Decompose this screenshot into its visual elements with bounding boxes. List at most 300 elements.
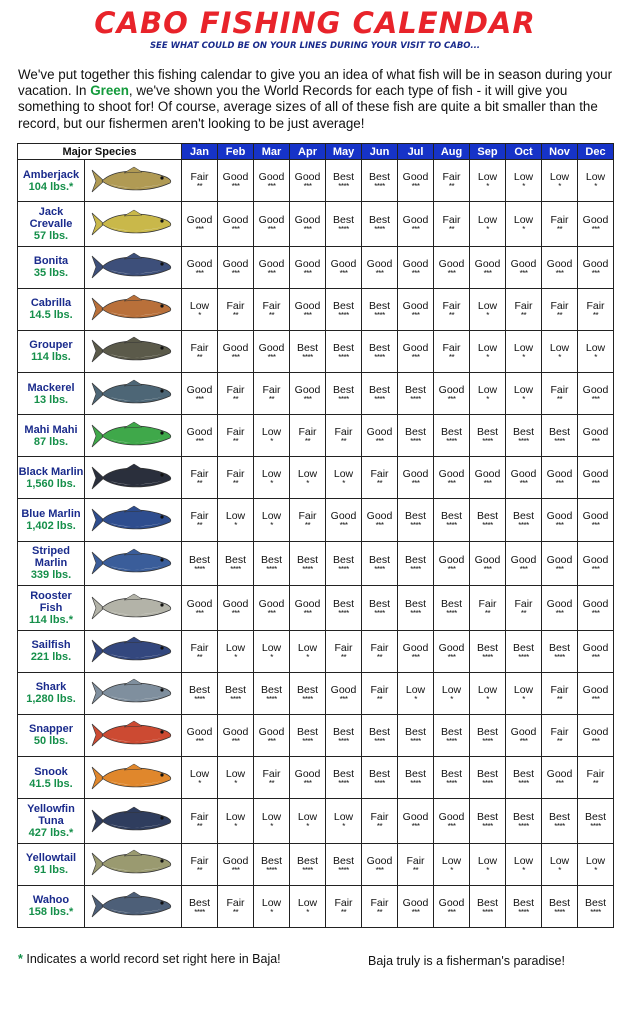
rating-label: Best bbox=[477, 725, 499, 738]
rating-cell bbox=[398, 714, 434, 756]
rating-stars: **** bbox=[302, 352, 313, 362]
rating-cell bbox=[362, 630, 398, 672]
rating-label: Low bbox=[477, 214, 498, 227]
rating-label: Low bbox=[225, 768, 246, 781]
rating-cell bbox=[290, 630, 326, 672]
rating-stars: * bbox=[234, 652, 237, 662]
rating-label: Good bbox=[186, 598, 213, 611]
rating-label: Low bbox=[297, 896, 318, 909]
rating-cell bbox=[578, 672, 614, 714]
rating-label: Best bbox=[549, 426, 571, 439]
rating-cell bbox=[398, 160, 434, 202]
rating-cell bbox=[470, 499, 506, 541]
rating-stars: *** bbox=[303, 182, 312, 192]
rating-cell bbox=[506, 415, 542, 457]
rating-cell bbox=[290, 499, 326, 541]
yellowfin-tuna-fish-icon bbox=[88, 804, 178, 838]
rating-label: Low bbox=[513, 854, 534, 867]
rating-cell bbox=[470, 415, 506, 457]
rating-label: Best bbox=[297, 854, 319, 867]
rating-label: Fair bbox=[370, 811, 389, 824]
rating-stars: **** bbox=[446, 437, 457, 447]
rating-stars: * bbox=[270, 652, 273, 662]
page-subtitle: SEE WHAT COULD BE ON YOUR LINES DURING YOUR VISIT TO CABO... bbox=[149, 41, 481, 51]
rating-cell bbox=[218, 672, 254, 714]
rating-label: Good bbox=[402, 811, 429, 824]
rating-label: Fair bbox=[190, 171, 209, 184]
rating-cell bbox=[434, 586, 470, 631]
rating-cell bbox=[290, 714, 326, 756]
rating-label: Fair bbox=[262, 768, 281, 781]
rating-label: Fair bbox=[442, 299, 461, 312]
rating-stars: **** bbox=[338, 225, 349, 235]
rating-label: Best bbox=[333, 214, 355, 227]
rating-stars: *** bbox=[555, 779, 564, 789]
rating-label: Fair bbox=[442, 171, 461, 184]
rating-cell bbox=[470, 799, 506, 844]
world-record: 91 lbs. bbox=[33, 864, 69, 877]
wahoo-fish-icon bbox=[88, 889, 178, 923]
rating-cell bbox=[362, 415, 398, 457]
rating-stars: *** bbox=[303, 609, 312, 619]
rating-cell bbox=[506, 202, 542, 247]
rating-cell bbox=[578, 630, 614, 672]
rating-cell bbox=[434, 288, 470, 330]
rating-stars: **** bbox=[338, 182, 349, 192]
rating-cell bbox=[290, 885, 326, 927]
fish-picture-cell bbox=[85, 202, 182, 247]
rating-label: Fair bbox=[370, 641, 389, 654]
rating-stars: **** bbox=[338, 352, 349, 362]
table-row bbox=[18, 541, 614, 586]
rating-label: Good bbox=[402, 257, 429, 270]
rating-cell bbox=[326, 630, 362, 672]
rating-stars: *** bbox=[195, 395, 204, 405]
rating-stars: *** bbox=[195, 437, 204, 447]
rating-cell bbox=[290, 330, 326, 372]
rating-label: Good bbox=[546, 553, 573, 566]
rating-cell bbox=[254, 885, 290, 927]
rating-label: Good bbox=[294, 171, 321, 184]
rating-cell bbox=[470, 202, 506, 247]
rating-label: Fair bbox=[442, 214, 461, 227]
rating-label: Low bbox=[261, 468, 282, 481]
rating-cell bbox=[470, 586, 506, 631]
rating-stars: *** bbox=[411, 225, 420, 235]
rating-stars: **** bbox=[446, 736, 457, 746]
intro-green-word: Green bbox=[90, 83, 129, 99]
rating-stars: **** bbox=[410, 564, 421, 574]
rating-stars: *** bbox=[267, 268, 276, 278]
rating-label: Low bbox=[225, 641, 246, 654]
rating-stars: * bbox=[342, 822, 345, 832]
month-header: Nov bbox=[542, 144, 578, 160]
rating-stars: *** bbox=[339, 521, 348, 531]
species-name: Wahoo bbox=[32, 894, 70, 907]
rating-stars: * bbox=[486, 310, 489, 320]
rating-stars: *** bbox=[555, 564, 564, 574]
fish-picture-cell bbox=[85, 246, 182, 288]
rating-label: Fair bbox=[298, 510, 317, 523]
rating-label: Low bbox=[585, 341, 606, 354]
rating-cell bbox=[542, 843, 578, 885]
rating-label: Best bbox=[513, 811, 535, 824]
rating-cell bbox=[182, 630, 218, 672]
rating-stars: *** bbox=[519, 564, 528, 574]
rating-stars: *** bbox=[591, 479, 600, 489]
world-record: 427 lbs.* bbox=[28, 826, 74, 839]
rating-cell bbox=[542, 415, 578, 457]
rating-stars: *** bbox=[591, 564, 600, 574]
rating-stars: ** bbox=[232, 310, 239, 320]
species-name-cell bbox=[18, 457, 85, 499]
rating-cell bbox=[218, 246, 254, 288]
rating-stars: * bbox=[594, 182, 597, 192]
rating-stars: ** bbox=[304, 437, 311, 447]
rating-cell bbox=[470, 246, 506, 288]
rating-stars: * bbox=[486, 865, 489, 875]
rating-label: Best bbox=[189, 553, 211, 566]
rating-stars: *** bbox=[519, 479, 528, 489]
rating-stars: * bbox=[486, 182, 489, 192]
rating-stars: ** bbox=[376, 479, 383, 489]
rating-cell bbox=[218, 843, 254, 885]
rating-cell bbox=[326, 160, 362, 202]
rating-label: Good bbox=[294, 214, 321, 227]
fishing-calendar-table bbox=[17, 143, 614, 928]
rating-cell bbox=[254, 202, 290, 247]
rating-label: Best bbox=[405, 725, 427, 738]
intro-paragraph bbox=[18, 67, 618, 132]
rating-cell bbox=[542, 202, 578, 247]
rating-label: Good bbox=[438, 384, 465, 397]
rating-cell bbox=[218, 586, 254, 631]
rating-label: Good bbox=[402, 341, 429, 354]
rating-cell bbox=[254, 246, 290, 288]
rating-stars: *** bbox=[483, 479, 492, 489]
rating-cell bbox=[578, 843, 614, 885]
rating-label: Best bbox=[405, 768, 427, 781]
rating-stars: *** bbox=[591, 694, 600, 704]
rating-label: Best bbox=[333, 725, 355, 738]
rating-cell bbox=[470, 672, 506, 714]
species-name-cell bbox=[18, 415, 85, 457]
rating-label: Good bbox=[186, 257, 213, 270]
species-name-cell bbox=[18, 288, 85, 330]
rating-label: Fair bbox=[190, 811, 209, 824]
month-header: Jan bbox=[182, 144, 218, 160]
table-row bbox=[18, 373, 614, 415]
fish-picture-cell bbox=[85, 672, 182, 714]
rating-label: Good bbox=[258, 214, 285, 227]
species-name-cell bbox=[18, 672, 85, 714]
rating-label: Best bbox=[333, 384, 355, 397]
rating-cell bbox=[506, 330, 542, 372]
rating-cell bbox=[218, 630, 254, 672]
rating-cell bbox=[398, 586, 434, 631]
rating-label: Best bbox=[225, 683, 247, 696]
rating-cell bbox=[254, 799, 290, 844]
rating-cell bbox=[506, 756, 542, 798]
rating-stars: * bbox=[558, 352, 561, 362]
rating-cell bbox=[290, 457, 326, 499]
rating-stars: *** bbox=[447, 822, 456, 832]
rating-cell bbox=[290, 415, 326, 457]
rating-cell bbox=[398, 630, 434, 672]
rating-label: Best bbox=[441, 768, 463, 781]
world-record: 1,402 lbs. bbox=[26, 519, 76, 532]
rating-cell bbox=[182, 586, 218, 631]
rating-stars: **** bbox=[194, 564, 205, 574]
rating-stars: * bbox=[306, 652, 309, 662]
fish-picture-cell bbox=[85, 799, 182, 844]
rating-cell bbox=[542, 246, 578, 288]
rating-stars: **** bbox=[374, 609, 385, 619]
rating-stars: **** bbox=[338, 736, 349, 746]
rating-label: Good bbox=[510, 553, 537, 566]
rating-stars: * bbox=[306, 907, 309, 917]
rating-stars: *** bbox=[411, 182, 420, 192]
month-header: Dec bbox=[578, 144, 614, 160]
species-name-cell bbox=[18, 799, 85, 844]
rating-stars: *** bbox=[591, 225, 600, 235]
rating-stars: * bbox=[558, 865, 561, 875]
rating-stars: **** bbox=[482, 521, 493, 531]
rating-stars: **** bbox=[518, 652, 529, 662]
rating-cell bbox=[470, 373, 506, 415]
rating-label: Low bbox=[513, 384, 534, 397]
rating-stars: *** bbox=[447, 907, 456, 917]
rating-cell bbox=[182, 541, 218, 586]
fish-picture-cell bbox=[85, 714, 182, 756]
rating-label: Best bbox=[189, 683, 211, 696]
rating-cell bbox=[290, 373, 326, 415]
rating-cell bbox=[434, 541, 470, 586]
rating-cell bbox=[506, 541, 542, 586]
mackerel-fish-icon bbox=[88, 377, 178, 411]
rating-cell bbox=[578, 756, 614, 798]
rating-stars: **** bbox=[338, 395, 349, 405]
rating-stars: **** bbox=[338, 779, 349, 789]
rating-label: Best bbox=[333, 299, 355, 312]
rating-cell bbox=[290, 202, 326, 247]
rating-stars: * bbox=[522, 352, 525, 362]
rating-stars: **** bbox=[482, 907, 493, 917]
species-name: Yellowtail bbox=[25, 852, 77, 865]
rating-cell bbox=[218, 799, 254, 844]
rating-cell bbox=[470, 885, 506, 927]
rating-stars: *** bbox=[231, 865, 240, 875]
rating-label: Good bbox=[186, 426, 213, 439]
world-record: 221 lbs. bbox=[30, 651, 72, 664]
rating-stars: *** bbox=[231, 736, 240, 746]
species-name: Mahi Mahi bbox=[24, 423, 78, 436]
rating-label: Fair bbox=[406, 854, 425, 867]
rating-label: Good bbox=[222, 854, 249, 867]
rating-label: Fair bbox=[190, 854, 209, 867]
month-header: Aug bbox=[434, 144, 470, 160]
rating-label: Best bbox=[261, 683, 283, 696]
rating-stars: ** bbox=[268, 310, 275, 320]
rating-label: Best bbox=[441, 510, 463, 523]
rating-cell bbox=[398, 799, 434, 844]
rating-cell bbox=[434, 756, 470, 798]
sailfish-icon bbox=[88, 634, 178, 668]
rating-cell bbox=[362, 541, 398, 586]
rating-cell bbox=[326, 415, 362, 457]
world-record: 41.5 lbs. bbox=[29, 777, 73, 790]
snook-fish-icon bbox=[88, 761, 178, 795]
blue-marlin-fish-icon bbox=[88, 503, 178, 537]
rating-label: Good bbox=[186, 214, 213, 227]
rating-cell bbox=[218, 714, 254, 756]
rating-cell bbox=[434, 415, 470, 457]
rating-cell bbox=[362, 714, 398, 756]
fish-picture-cell bbox=[85, 373, 182, 415]
rating-stars: ** bbox=[592, 310, 599, 320]
rating-label: Best bbox=[549, 811, 571, 824]
world-record: 114 lbs.* bbox=[28, 613, 74, 626]
rating-label: Good bbox=[582, 641, 609, 654]
rating-stars: **** bbox=[590, 907, 601, 917]
rooster-fish-icon bbox=[88, 591, 178, 625]
rating-cell bbox=[434, 630, 470, 672]
rating-label: Good bbox=[582, 553, 609, 566]
rating-stars: ** bbox=[376, 822, 383, 832]
rating-stars: **** bbox=[410, 521, 421, 531]
rating-cell bbox=[362, 246, 398, 288]
rating-stars: ** bbox=[232, 437, 239, 447]
rating-cell bbox=[218, 288, 254, 330]
rating-stars: *** bbox=[591, 521, 600, 531]
world-record: 87 lbs. bbox=[33, 435, 69, 448]
rating-cell bbox=[362, 457, 398, 499]
rating-stars: ** bbox=[340, 907, 347, 917]
rating-label: Good bbox=[294, 598, 321, 611]
rating-label: Fair bbox=[514, 598, 533, 611]
rating-stars: *** bbox=[303, 268, 312, 278]
rating-cell bbox=[434, 457, 470, 499]
rating-stars: ** bbox=[232, 907, 239, 917]
rating-label: Good bbox=[330, 510, 357, 523]
rating-label: Best bbox=[405, 426, 427, 439]
species-name-cell bbox=[18, 202, 85, 247]
rating-cell bbox=[398, 373, 434, 415]
rating-stars: *** bbox=[303, 779, 312, 789]
world-record: 13 lbs. bbox=[33, 393, 69, 406]
rating-cell bbox=[182, 373, 218, 415]
rating-cell bbox=[578, 415, 614, 457]
bonita-fish-icon bbox=[88, 250, 178, 284]
rating-cell bbox=[254, 499, 290, 541]
rating-stars: **** bbox=[302, 694, 313, 704]
rating-stars: *** bbox=[195, 736, 204, 746]
rating-cell bbox=[290, 843, 326, 885]
rating-cell bbox=[506, 160, 542, 202]
rating-stars: *** bbox=[303, 395, 312, 405]
grouper-fish-icon bbox=[88, 334, 178, 368]
rating-cell bbox=[254, 457, 290, 499]
rating-stars: **** bbox=[446, 609, 457, 619]
rating-label: Fair bbox=[334, 896, 353, 909]
rating-cell bbox=[506, 288, 542, 330]
rating-stars: *** bbox=[195, 268, 204, 278]
black-marlin-fish-icon bbox=[88, 461, 178, 495]
rating-stars: *** bbox=[555, 479, 564, 489]
rating-cell bbox=[542, 756, 578, 798]
rating-cell bbox=[362, 672, 398, 714]
rating-stars: **** bbox=[374, 395, 385, 405]
rating-label: Best bbox=[441, 598, 463, 611]
rating-stars: ** bbox=[448, 225, 455, 235]
rating-cell bbox=[362, 843, 398, 885]
rating-stars: ** bbox=[232, 395, 239, 405]
rating-stars: * bbox=[270, 437, 273, 447]
rating-label: Best bbox=[369, 341, 391, 354]
species-name: Snook bbox=[34, 765, 68, 778]
table-row bbox=[18, 202, 614, 247]
rating-cell bbox=[434, 373, 470, 415]
rating-cell bbox=[578, 457, 614, 499]
rating-stars: ** bbox=[196, 822, 203, 832]
rating-stars: **** bbox=[194, 907, 205, 917]
fish-picture-cell bbox=[85, 541, 182, 586]
rating-cell bbox=[182, 415, 218, 457]
rating-cell bbox=[434, 160, 470, 202]
table-row bbox=[18, 586, 614, 631]
species-name: Grouper bbox=[29, 339, 73, 352]
rating-label: Fair bbox=[298, 426, 317, 439]
table-row bbox=[18, 885, 614, 927]
rating-label: Good bbox=[438, 811, 465, 824]
rating-label: Good bbox=[582, 725, 609, 738]
rating-stars: *** bbox=[591, 395, 600, 405]
rating-cell bbox=[362, 160, 398, 202]
rating-stars: ** bbox=[376, 907, 383, 917]
rating-label: Low bbox=[333, 811, 354, 824]
rating-stars: **** bbox=[266, 564, 277, 574]
month-header: Mar bbox=[254, 144, 290, 160]
month-header: Apr bbox=[290, 144, 326, 160]
rating-stars: *** bbox=[267, 736, 276, 746]
rating-label: Best bbox=[477, 768, 499, 781]
rating-stars: **** bbox=[518, 822, 529, 832]
rating-label: Good bbox=[222, 725, 249, 738]
rating-label: Best bbox=[441, 725, 463, 738]
rating-stars: ** bbox=[556, 225, 563, 235]
rating-cell bbox=[470, 160, 506, 202]
rating-cell bbox=[254, 541, 290, 586]
table-row bbox=[18, 415, 614, 457]
rating-label: Good bbox=[438, 553, 465, 566]
rating-cell bbox=[542, 672, 578, 714]
rating-stars: ** bbox=[196, 521, 203, 531]
rating-cell bbox=[362, 202, 398, 247]
rating-label: Good bbox=[438, 896, 465, 909]
world-record: 339 lbs. bbox=[30, 569, 72, 582]
rating-stars: *** bbox=[483, 564, 492, 574]
rating-label: Best bbox=[369, 171, 391, 184]
rating-label: Fair bbox=[586, 299, 605, 312]
rating-label: Fair bbox=[334, 641, 353, 654]
rating-cell bbox=[470, 541, 506, 586]
rating-stars: **** bbox=[338, 865, 349, 875]
rating-label: Good bbox=[510, 725, 537, 738]
rating-cell bbox=[290, 756, 326, 798]
rating-label: Best bbox=[297, 341, 319, 354]
rating-label: Low bbox=[333, 468, 354, 481]
rating-cell bbox=[254, 630, 290, 672]
